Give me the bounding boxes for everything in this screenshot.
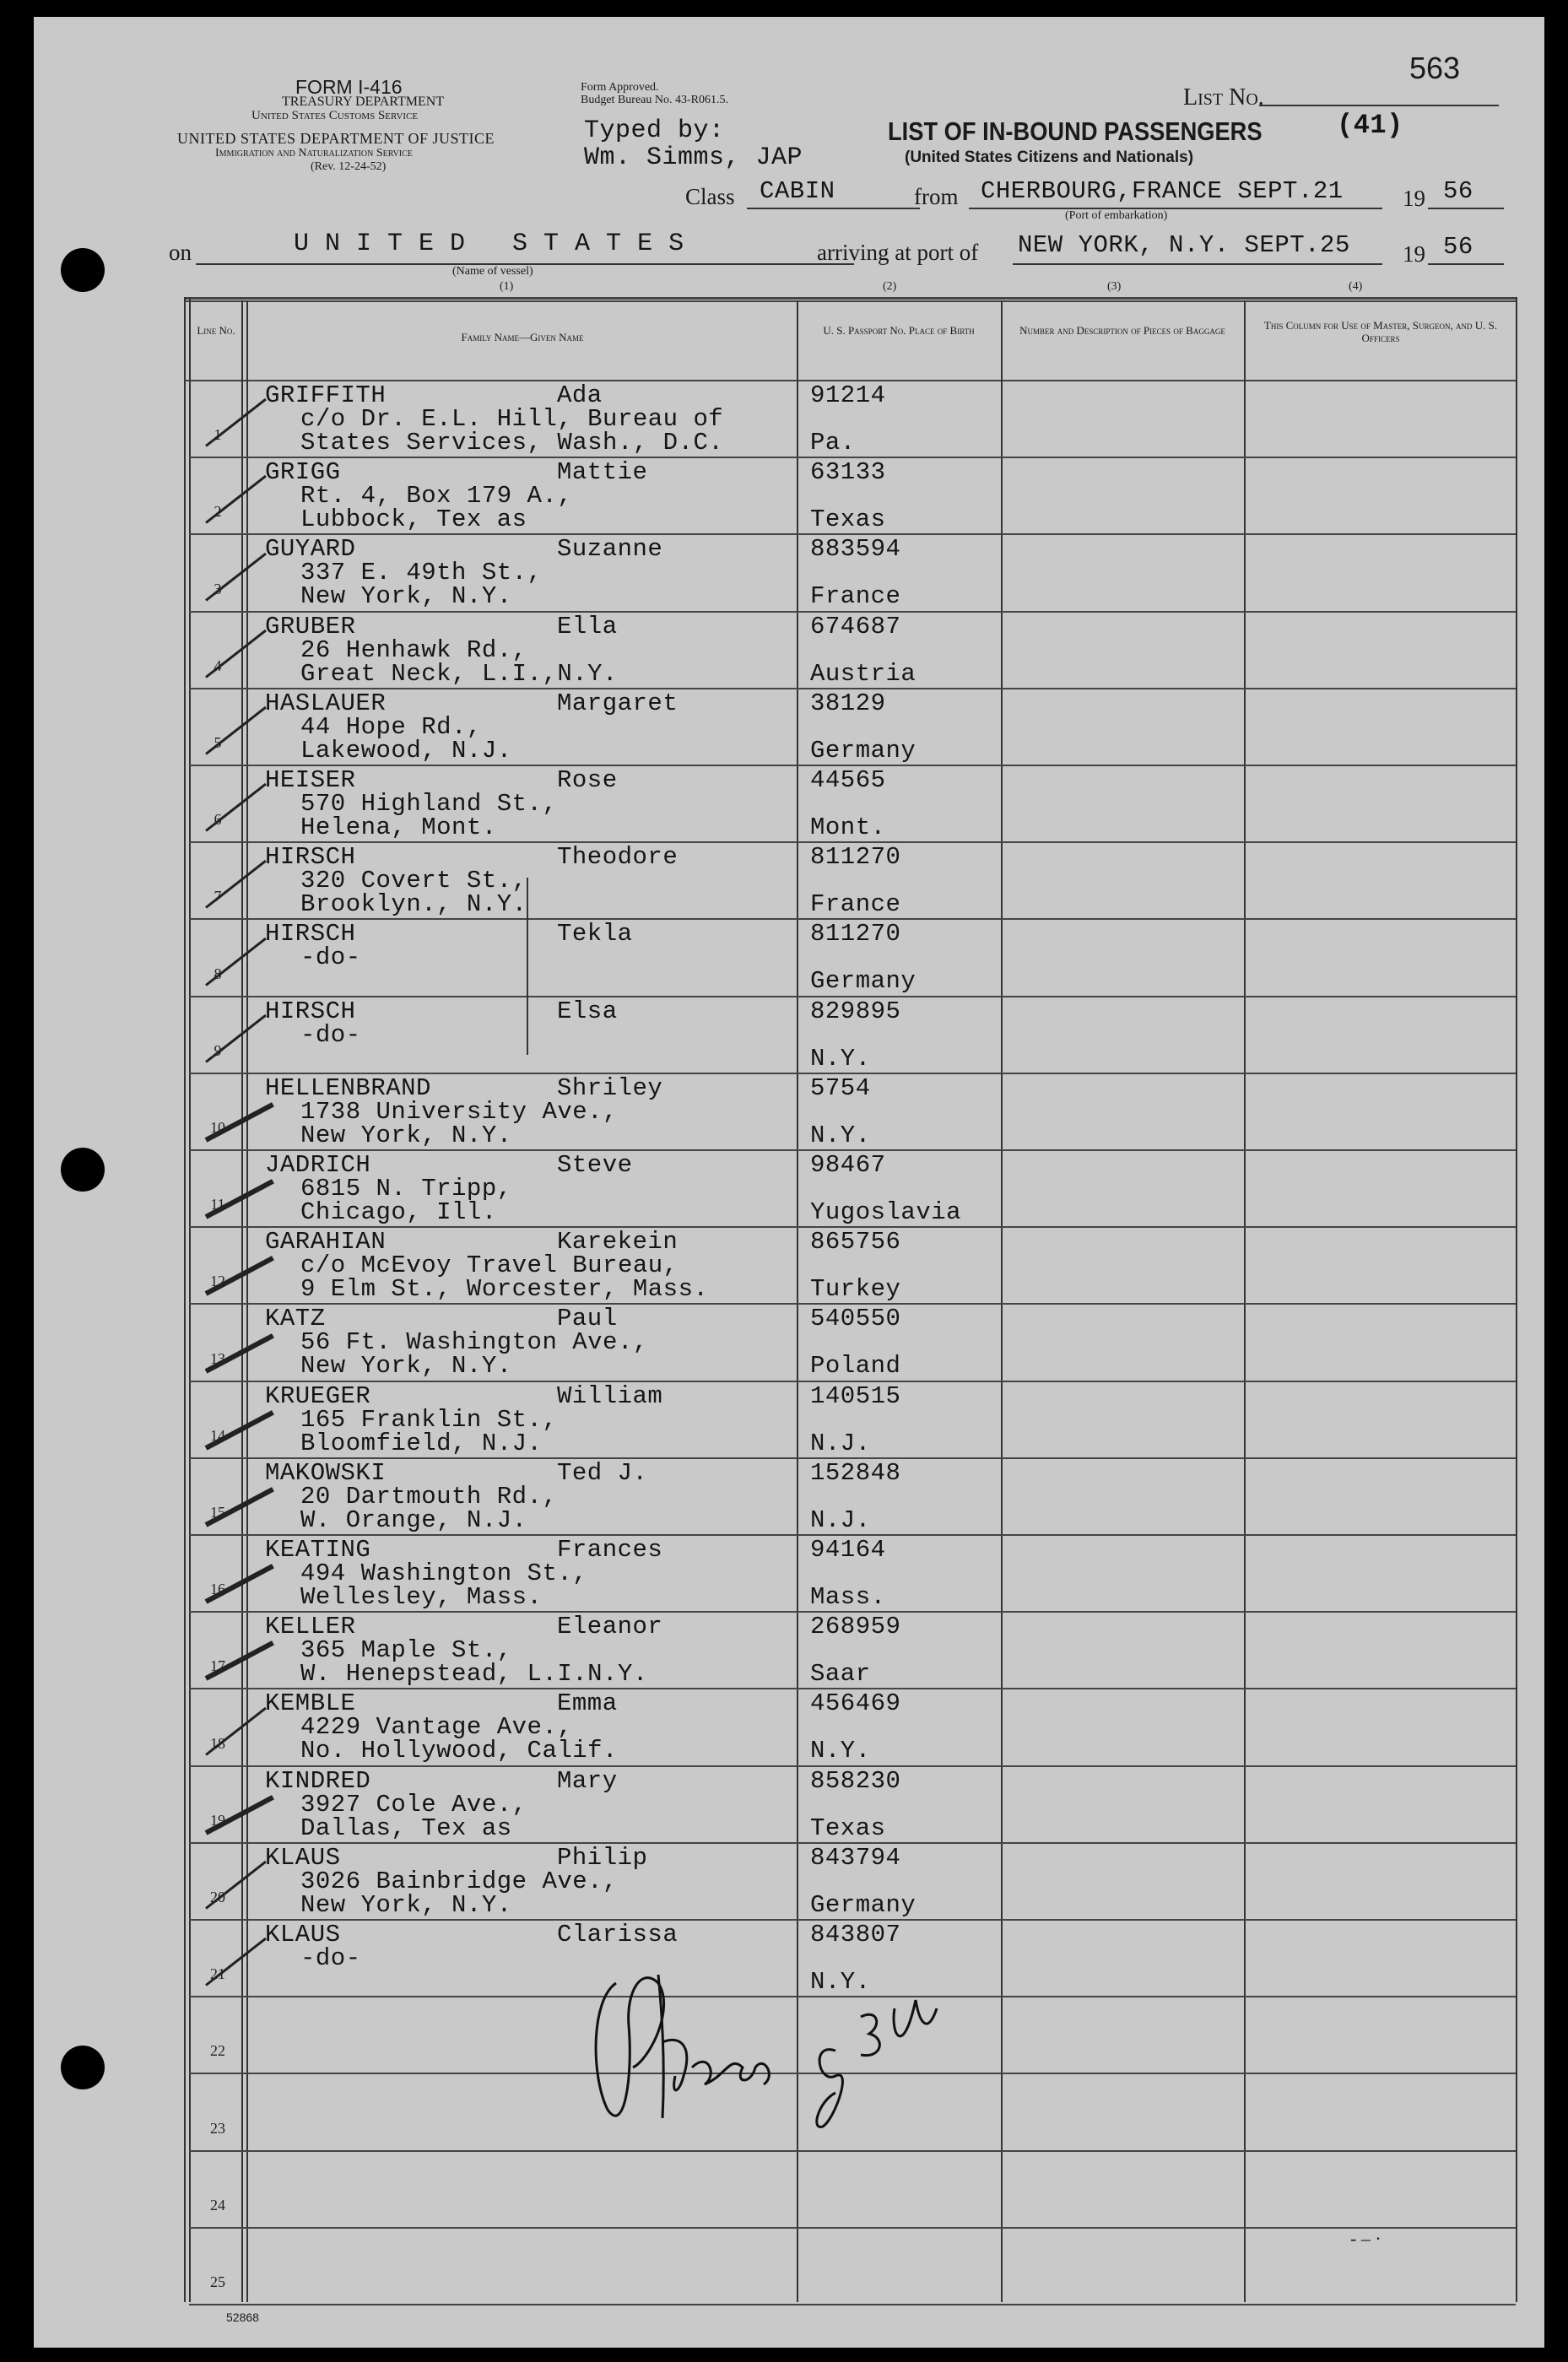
given-name: Mary (557, 1766, 618, 1795)
passport-number: 38129 (810, 689, 886, 717)
passport-number: 811270 (810, 920, 901, 949)
given-name: Elsa (557, 997, 618, 1025)
page-subtitle: (United States Citizens and Nationals) (905, 149, 1194, 166)
family-name: MAKOWSKI (265, 1458, 387, 1487)
family-name: GUYARD (265, 535, 356, 564)
arrival-value: NEW YORK, N.Y. SEPT.25 (1018, 231, 1350, 259)
row-number: 12 (210, 1273, 225, 1290)
family-name: HASLAUER (265, 689, 387, 717)
row-divider (189, 2227, 1516, 2229)
row-divider (189, 2304, 1516, 2305)
address-line-1: 3026 Bainbridge Ave., (300, 1867, 618, 1895)
birth-place: France (810, 582, 901, 611)
address-line-2: Lubbock, Tex as (300, 505, 527, 534)
passport-number: 91214 (810, 381, 886, 409)
address-line-1: 44 Hope Rd., (300, 712, 482, 741)
address-line-1: 1738 University Ave., (300, 1097, 618, 1126)
address-line-1: 26 Henhawk Rd., (300, 635, 527, 664)
passport-number: 5754 (810, 1073, 871, 1102)
passport-number: 540550 (810, 1305, 901, 1333)
customs-label: United States Customs Service (251, 109, 419, 122)
year-value: 56 (1443, 177, 1473, 205)
family-name: KINDRED (265, 1766, 371, 1795)
list-no-label: List No. (1183, 84, 1264, 111)
address-line-2: Brooklyn., N.Y. (300, 890, 527, 919)
year-prefix: 19 (1403, 186, 1425, 211)
row-number: 24 (210, 2196, 225, 2213)
address-line-1: -do- (300, 1944, 361, 1972)
passport-number: 843807 (810, 1921, 901, 1949)
page-number: 563 (1409, 51, 1461, 85)
passport-number: 94164 (810, 1536, 886, 1564)
row-number: 7 (214, 888, 222, 905)
on-label: on (169, 240, 192, 265)
birth-place: Mont. (810, 813, 886, 841)
given-name: Eleanor (557, 1613, 663, 1641)
approved-label: Form Approved. (581, 81, 659, 94)
birth-place: Turkey (810, 1275, 901, 1304)
arrival-year-prefix: 19 (1403, 241, 1425, 267)
passport-number: 858230 (810, 1766, 901, 1795)
row-number: 13 (210, 1349, 225, 1367)
col-marker-1: (1) (500, 280, 514, 293)
address-line-1: 337 E. 49th St., (300, 559, 543, 587)
passport-number: 674687 (810, 612, 901, 640)
given-name: Theodore (557, 843, 679, 872)
row-number: 3 (214, 580, 222, 597)
footer-code: 52868 (226, 2311, 259, 2324)
row-number: 15 (210, 1504, 225, 1521)
address-line-1: 570 Highland St., (300, 790, 558, 818)
family-name: KELLER (265, 1613, 356, 1641)
from-label: from (914, 184, 959, 209)
passport-number: 152848 (810, 1458, 901, 1487)
family-name: KEATING (265, 1536, 371, 1564)
row-number: 19 (210, 1811, 225, 1829)
row-number: 9 (214, 1041, 222, 1059)
birth-place: N.Y. (810, 1968, 871, 1996)
address-line-1: 56 Ft. Washington Ave., (300, 1328, 648, 1357)
port-embarkation-caption: (Port of embarkation) (1065, 209, 1168, 222)
row-number: 1 (214, 426, 222, 444)
address-line-2: Helena, Mont. (300, 813, 497, 841)
immigration-label: Immigration and Naturalization Service (215, 147, 413, 159)
given-name: Philip (557, 1843, 648, 1872)
address-line-2: 9 Elm St., Worcester, Mass. (300, 1275, 709, 1304)
given-name: Steve (557, 1151, 633, 1179)
year-underline (1428, 208, 1504, 209)
table-right-border (1516, 297, 1517, 2302)
given-name: Frances (557, 1536, 663, 1564)
punch-hole-middle (61, 1148, 105, 1192)
form-number: FORM I-416 (295, 76, 403, 98)
address-line-1: 165 Franklin St., (300, 1405, 558, 1434)
family-name: JADRICH (265, 1151, 371, 1179)
col-header-officers: This Column for Use of Master, Surgeon, and U. S. Officers (1263, 319, 1498, 344)
justice-label: UNITED STATES DEPARTMENT OF JUSTICE (177, 130, 495, 147)
address-line-1: 3927 Cole Ave., (300, 1790, 527, 1819)
typed-by-value: Wm. Simms, JAP (584, 143, 803, 172)
arrival-year-value: 56 (1443, 233, 1473, 261)
address-line-1: 6815 N. Tripp, (300, 1175, 512, 1203)
passport-number: 98467 (810, 1151, 886, 1179)
family-name: KATZ (265, 1305, 326, 1333)
row-number: 16 (210, 1581, 225, 1598)
col-header-line-no: Line No. (197, 324, 235, 337)
address-line-1: -do- (300, 943, 361, 972)
given-name: Emma (557, 1689, 618, 1718)
given-name: Ted J. (557, 1458, 648, 1487)
address-line-1: Rt. 4, Box 179 A., (300, 482, 573, 511)
birth-place: Yugoslavia (810, 1198, 962, 1226)
passport-number: 843794 (810, 1843, 901, 1872)
arrival-year-underline (1428, 263, 1504, 265)
form-sheet (34, 17, 1544, 2348)
table-left-border (184, 297, 186, 2302)
given-name: Ella (557, 612, 618, 640)
treasury-label: TREASURY DEPARTMENT (282, 95, 445, 109)
list-no-underline (1259, 105, 1499, 106)
passport-number: 883594 (810, 535, 901, 564)
birth-place: N.Y. (810, 1121, 871, 1149)
birth-place: Germany (810, 1890, 916, 1919)
page-title: LIST OF IN-BOUND PASSENGERS (888, 116, 1263, 146)
family-name: GRUBER (265, 612, 356, 640)
col-marker-2: (2) (883, 280, 897, 293)
row-number: 2 (214, 503, 222, 521)
class-underline (747, 208, 920, 209)
col-header-name: Family Name—Given Name (461, 331, 584, 343)
col-marker-4: (4) (1349, 280, 1363, 293)
family-name: KLAUS (265, 1843, 341, 1872)
birth-place: Germany (810, 967, 916, 996)
birth-place: Austria (810, 659, 916, 688)
address-line-1: 320 Covert St., (300, 867, 527, 895)
row-number: 18 (210, 1734, 225, 1752)
given-name: Clarissa (557, 1921, 679, 1949)
stray-mark: - ‒ · (1350, 2228, 1381, 2249)
row-number: 5 (214, 734, 222, 751)
typed-by-label: Typed by: (584, 116, 725, 145)
col-header-passport: U. S. Passport No. Place of Birth (823, 324, 975, 337)
birth-place: Poland (810, 1352, 901, 1381)
family-name: GRIFFITH (265, 381, 387, 409)
family-name: HEISER (265, 766, 356, 794)
row-number: 23 (210, 2119, 225, 2137)
class-label: Class (685, 184, 735, 209)
family-name: GRIGG (265, 458, 341, 487)
address-line-2: New York, N.Y. (300, 582, 512, 611)
passport-number: 456469 (810, 1689, 901, 1718)
address-line-2: W. Orange, N.J. (300, 1505, 527, 1534)
birth-place: N.Y. (810, 1044, 871, 1073)
birth-place: Germany (810, 736, 916, 765)
budget-label: Budget Bureau No. 43-R061.5. (581, 94, 728, 106)
given-name: Karekein (557, 1228, 679, 1257)
address-line-2: W. Henepstead, L.I.N.Y. (300, 1660, 648, 1689)
col-divider-line (241, 300, 243, 2302)
row-number: 11 (210, 1196, 225, 1213)
birth-place: Pa. (810, 429, 856, 457)
row-number: 10 (210, 1119, 225, 1136)
address-line-1: 494 Washington St., (300, 1559, 588, 1587)
family-name: HIRSCH (265, 920, 356, 949)
vessel-caption: (Name of vessel) (452, 265, 533, 278)
birth-place: Texas (810, 1813, 886, 1842)
family-name: KLAUS (265, 1921, 341, 1949)
row-number: 6 (214, 811, 222, 829)
birth-place: Texas (810, 505, 886, 534)
family-name: HIRSCH (265, 997, 356, 1025)
from-value: CHERBOURG,FRANCE SEPT.21 (981, 177, 1344, 205)
passport-number: 140515 (810, 1381, 901, 1410)
family-name: GARAHIAN (265, 1228, 387, 1257)
given-name: William (557, 1381, 663, 1410)
handwritten-signature (582, 1949, 1055, 2152)
col-divider-line-inner (246, 300, 248, 2302)
family-name: KRUEGER (265, 1381, 371, 1410)
vessel-name: U N I T E D S T A T E S (294, 230, 684, 258)
class-value: CABIN (760, 177, 835, 205)
table-top-border-inner (184, 300, 1516, 302)
row-number: 8 (214, 965, 222, 982)
given-name: Ada (557, 381, 603, 409)
table-left-border-inner (189, 297, 191, 2302)
address-line-1: 20 Dartmouth Rd., (300, 1482, 558, 1511)
address-line-1: c/o Dr. E.L. Hill, Bureau of (300, 405, 724, 433)
address-line-2: Lakewood, N.J. (300, 736, 512, 765)
family-name: KEMBLE (265, 1689, 356, 1718)
address-line-2: New York, N.Y. (300, 1890, 512, 1919)
given-name: Shriley (557, 1073, 663, 1102)
address-line-2: New York, N.Y. (300, 1352, 512, 1381)
row-number: 17 (210, 1657, 225, 1675)
address-line-2: Dallas, Tex as (300, 1813, 512, 1842)
given-name: Paul (557, 1305, 618, 1333)
birth-place: Mass. (810, 1583, 886, 1611)
row-number: 14 (210, 1426, 225, 1444)
birth-place: N.J. (810, 1429, 871, 1457)
given-name: Margaret (557, 689, 679, 717)
given-name: Mattie (557, 458, 648, 487)
arriving-label: arriving at port of (817, 240, 979, 265)
address-line-2: Chicago, Ill. (300, 1198, 497, 1226)
list-no-value: (41) (1337, 110, 1403, 141)
from-underline (969, 208, 1382, 209)
family-bracket (527, 878, 528, 1055)
address-line-2: New York, N.Y. (300, 1121, 512, 1149)
passport-number: 829895 (810, 997, 901, 1025)
birth-place: N.Y. (810, 1737, 871, 1765)
family-name: HELLENBRAND (265, 1073, 431, 1102)
row-number: 22 (210, 2042, 225, 2060)
passport-number: 865756 (810, 1228, 901, 1257)
address-line-2: Great Neck, L.I.,N.Y. (300, 659, 618, 688)
address-line-2: Wellesley, Mass. (300, 1583, 543, 1611)
passport-number: 63133 (810, 458, 886, 487)
passport-number: 811270 (810, 843, 901, 872)
passport-number: 268959 (810, 1613, 901, 1641)
punch-hole-bottom (61, 2046, 105, 2089)
arrival-underline (1013, 263, 1382, 265)
address-line-1: -do- (300, 1020, 361, 1049)
revision-label: (Rev. 12-24-52) (311, 160, 387, 173)
address-line-2: States Services, Wash., D.C. (300, 429, 724, 457)
address-line-2: No. Hollywood, Calif. (300, 1737, 618, 1765)
col-divider-baggage (1244, 300, 1246, 2302)
punch-hole-top (61, 248, 105, 292)
table-top-border (184, 297, 1516, 300)
address-line-2: Bloomfield, N.J. (300, 1429, 543, 1457)
row-number: 25 (210, 2273, 225, 2290)
row-number: 21 (210, 1965, 225, 1983)
birth-place: France (810, 890, 901, 919)
address-line-1: c/o McEvoy Travel Bureau, (300, 1251, 679, 1280)
address-line-1: 365 Maple St., (300, 1636, 512, 1665)
given-name: Rose (557, 766, 618, 794)
birth-place: N.J. (810, 1505, 871, 1534)
col-marker-3: (3) (1107, 280, 1122, 293)
passport-number: 44565 (810, 766, 886, 794)
family-name: HIRSCH (265, 843, 356, 872)
address-line-1: 4229 Vantage Ave., (300, 1713, 573, 1742)
birth-place: Saar (810, 1660, 871, 1689)
row-number: 20 (210, 1889, 225, 1905)
col-header-baggage: Number and Description of Pieces of Baggage (1019, 324, 1225, 337)
row-number: 4 (214, 657, 222, 674)
given-name: Suzanne (557, 535, 663, 564)
given-name: Tekla (557, 920, 633, 949)
